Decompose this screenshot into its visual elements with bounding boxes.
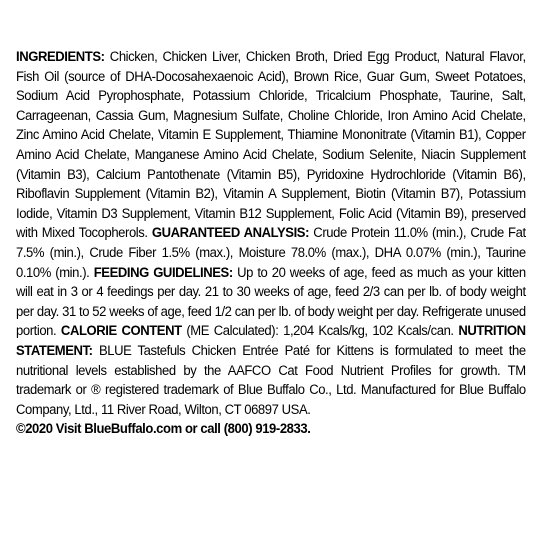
calorie-content-text: (ME Calculated): 1,204 Kcals/kg, 102 Kcals/can. (186, 323, 454, 340)
ingredients-heading: INGREDIENTS: (16, 49, 105, 65)
nutrition-statement-heading: NUTRITION STATEMENT: (16, 323, 526, 359)
footer-contact: ©2020 Visit BlueBuffalo.com or call (800) 919-2833. (16, 421, 311, 438)
guaranteed-analysis-heading: GUARANTEED ANALYSIS: (151, 225, 310, 242)
nutrition-statement-text: BLUE Tastefuls Chicken Entrée Paté for Kittens is formulated to meet the nutritional levels established by the AAFCO Cat Food Nutrient Profiles for growth. TM trademark or ® registered trademark of Blue Buffalo Co., Ltd. Manufactured for Blue Buffalo Company, Ltd., 11 River Road, Wilton, CT 06897 USA. (16, 342, 526, 418)
pet-food-label (16, 48, 526, 440)
calorie-content-heading: CALORIE CONTENT (60, 323, 182, 340)
ingredients-text: Chicken, Chicken Liver, Chicken Broth, Dried Egg Product, Natural Flavor, Fish Oil (source of DHA-Docosahexaenoic Acid), Brown Rice, Guar Gum, Sweet Potatoes, Sodium Acid Pyrophosphate, Potassium Chloride, Tricalcium Phosphate, Taurine, Salt, Carrageenan, Cassia Gum, Magnesium Sulfate, Choline Chloride, Iron Amino Acid Chelate, Zinc Amino Acid Chelate, Vitamin E Supplement, Thiamine Mononitrate (Vitamin B1), Copper Amino Acid Chelate, Manganese Amino Acid Chelate, Sodium Selenite, Niacin Supplement (Vitamin B3), Calcium Pantothenate (Vitamin B5), Pyridoxine Hydrochloride (Vitamin B6), Riboflavin Supplement (Vitamin B2), Vitamin A Supplement, Biotin (Vitamin B7), Potassium Iodide, Vitamin D3 Supplement, Vitamin B12 Supplement, Folic Acid (Vitamin B9), preserved with Mixed Tocopherols. (16, 49, 526, 242)
feeding-guidelines-text: Up to 20 weeks of age, feed as much as your kitten will eat in 3 or 4 feedings per day. 21 to 30 weeks of age, feed 2/3 can per lb. of body weight per day. 31 to 52 weeks of age, feed 1/2 can per lb. of body weight per day. Refrigerate unused portion. (16, 264, 526, 340)
feeding-guidelines-heading: FEEDING GUIDELINES: (93, 264, 233, 281)
label-paragraph (16, 48, 526, 420)
guaranteed-analysis-text: Crude Protein 11.0% (min.), Crude Fat 7.5% (min.), Crude Fiber 1.5% (max.), Moisture 78.0% (max.), DHA 0.07% (min.), Taurine 0.10% (min.). (16, 225, 526, 281)
